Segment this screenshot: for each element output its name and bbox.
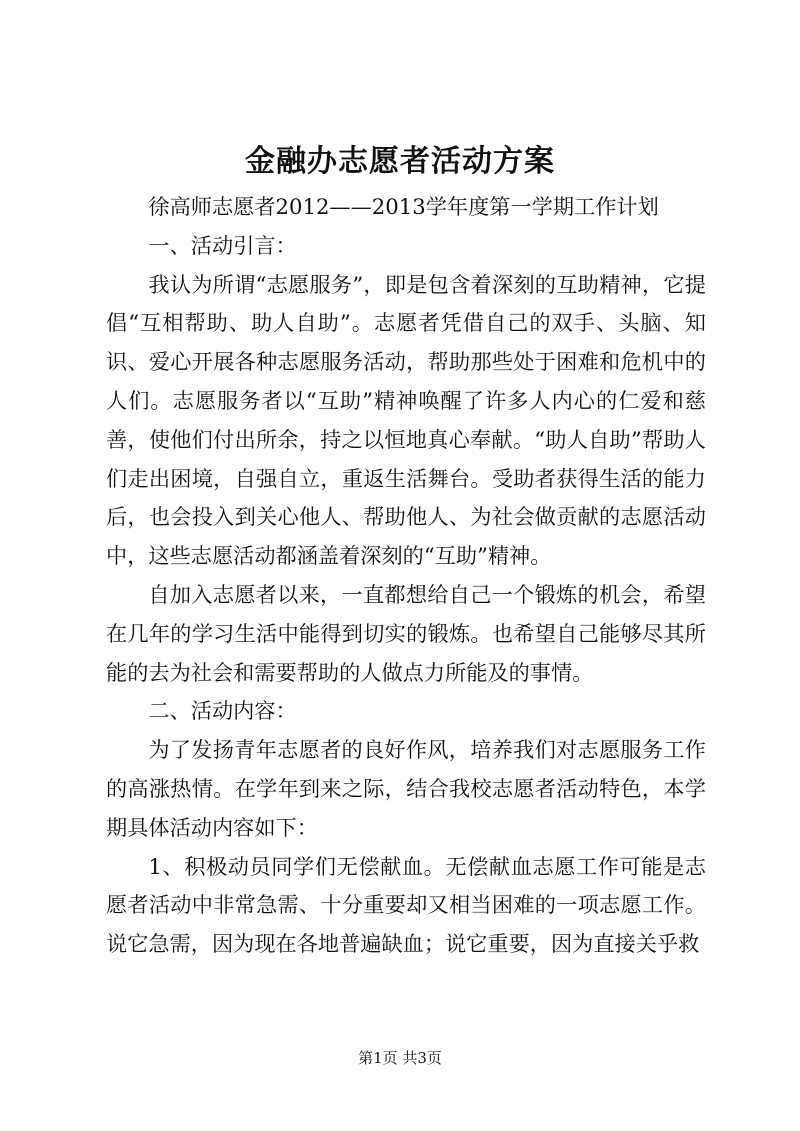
body-paragraph: 自加入志愿者以来，一直都想给自己一个锻炼的机会，希望在几年的学习生活中能得到切实的锻炼。也希望自己能够尽其所能的去为社会和需要帮助的人做点力所能及的事情。	[106, 581, 706, 685]
section-heading-introduction: 一、活动引言：	[148, 232, 297, 258]
body-paragraph: 我认为所谓“志愿服务”，即是包含着深刻的互助精神，它提倡“互相帮助、助人自助”。志愿者凭借自己的双手、头脑、知识、爱心开展各种志愿服务活动，帮助那些处于困难和危机中的人们。志愿服务者以“互助”精神唤醒了许多人内心的仁爱和慈善，使他们付出所余，持之以恒地真心奉献。“助人自助”帮助人们走出困境，自强自立，重返生活舞台。受助者获得生活的能力后，也会投入到关心他人、帮助他人、为社会做贡献的志愿活动中，这些志愿活动都涵盖着深刻的“互助”精神。	[106, 271, 706, 569]
subtitle-paragraph: 徐高师志愿者2012——2013学年度第一学期工作计划	[148, 194, 659, 219]
body-paragraph: 为了发扬青年志愿者的良好作风，培养我们对志愿服务工作的高涨热情。在学年到来之际，结合我校志愿者活动特色，本学期具体活动内容如下：	[106, 737, 706, 840]
body-paragraph: 1、积极动员同学们无偿献血。无偿献血志愿工作可能是志愿者活动中非常急需、十分重要却又相当困难的一项志愿工作。说它急需，因为现在各地普遍缺血；说它重要，因为直接关乎救	[106, 853, 706, 957]
section-heading-content: 二、活动内容：	[148, 698, 297, 724]
page-number-footer: 第1页 共3页	[358, 1049, 442, 1067]
document-body	[106, 188, 706, 964]
document-title: 金融办志愿者活动方案	[245, 144, 555, 179]
